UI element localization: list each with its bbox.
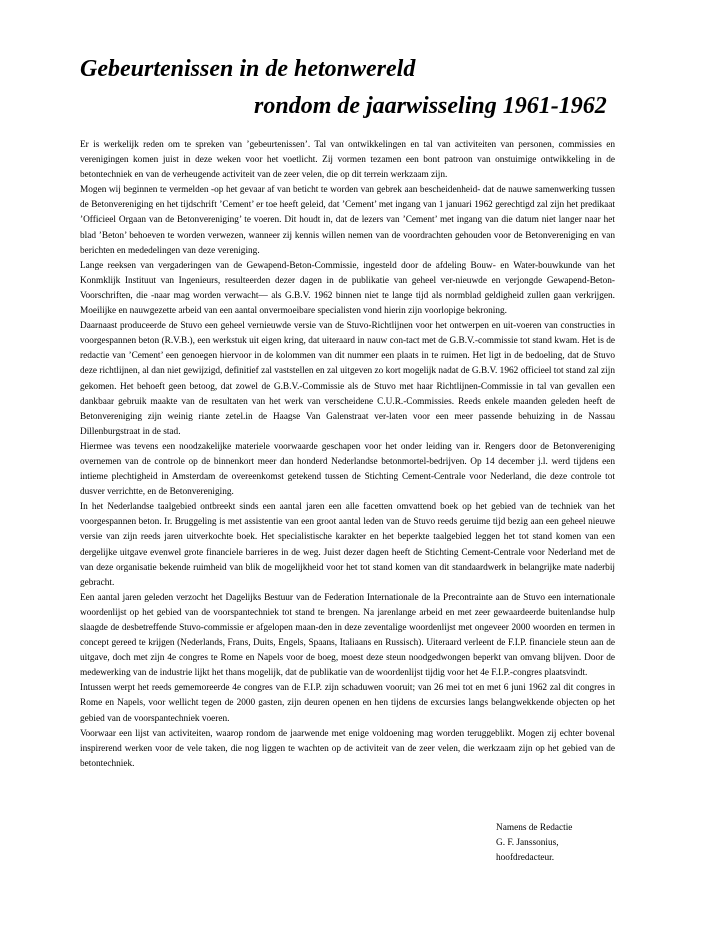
- paragraph-stuvo-guidelines: Daarnaast produceerde de Stuvo een geheel vernieuwde versie van de Stuvo-Richtlijnen voor het ontwerpen en uit-voeren van constructies in voorgespannen beton (R.V.B.), een werkstuk uit eigen kring, dat uiteraard in nauw con-tact met de G.B.V.-commissie tot stand kwam. Het is de redactie van ’Cement’ een genoegen hiervoor in de kolommen van dit nummer een plaats in te ruimen. Het ligt in de bedoeling, dat de Stuvo deze richtlijnen, al dan niet gewijzigd, definitief zal vaststellen en zal uitgeven zo kort mogelijk nadat de G.B.V. 1962 officieel tot stand zal zijn gekomen. Het behoeft geen betoog, dat zowel de G.B.V.-Commissie als de Stuvo met haar Richtlijnen-Commissie in tal van gevallen een dankbaar gebruik maakte van de resultaten van het werk van verscheidene C.U.R.-Commissies. Reeds enkele maanden geleden heeft de Betonvereniging zijn weinig riante zetel.in de Haagse Van Galenstraat ver-laten voor een meer passende behuizing in de Nassau Dillenburgstraat in de stad.: [80, 321, 615, 437]
- signature-line-role: hoofdredacteur.: [496, 853, 555, 864]
- paragraph-fip-vocabulary: Een aantal jaren geleden verzocht het Dagelijks Bestuur van de Federation Internationale de la Precontrainte aan de Stuvo een internationale woordenlijst op het gebied van de voorspantechniek tot stand te brengen. Na jarenlange arbeid en met zeer gewaardeerde buitenlandse hulp slaagde de desbetreffende Stuvo-commissie er afgelopen maan-den in deze zeventalige woordenlijst met ongeveer 2000 woorden en termen in concept gereed te krijgen (Nederlands, Frans, Duits, Engels, Spaans, Italiaans en Russisch). Uiteraard verleent de F.I.P. financiele steun aan de uitgave, doch met zijn 4e congres te Rome en Napels voor de boeg, moest deze steun noodgedwongen beperkt van omvang blijven. Door de medewerking van de industrie lijkt het thans mogelijk, dat de publikatie van de woordenlijst tijdig voor het 4e F.I.P.-congres plaatsvindt.: [80, 592, 615, 679]
- paragraph-fip-congress: Intussen werpt het reeds gememoreerde 4e congres van de F.I.P. zijn schaduwen vooruit; van 26 mei tot en met 6 juni 1962 zal dit congres in Rome en Napels, voor wellicht tegen de 2000 gasten, zijn deuren openen en hen tijdens de excursies langs belangwekkende objecten op het gebied van de voorspantechniek voeren.: [80, 683, 615, 724]
- paragraph-prestressed-book: In het Nederlandse taalgebied ontbreekt sinds een aantal jaren een alle facetten omvattend boek op het gebied van de techniek van het voorgespannen beton. Ir. Bruggeling is met assistentie van een groot aantal leden van de Stuvo reeds geruime tijd bezig aan een geheel nieuwe versie van zijn reeds jaren uitverkochte boek. Het specialistische karakter en het beperkte taalgebied leggen het tot stand komen van een dergelijke uitgave evenwel grote financiele barrieres in de weg. Juist dezer dagen heeft de Stichting Cement-Centrale voor Nederland met de van deze organisatie bekende ruimheid van blik de mogelijkheid voor het tot stand komen van dit standaardwerk in belangrijke mate naderbij gebracht.: [80, 502, 615, 588]
- article-title-line-2: rondom de jaarwisseling 1961-1962: [254, 93, 607, 119]
- paragraph-cement-organ: Mogen wij beginnen te vermelden -op het gevaar af van beticht te worden van gebrek aan bescheidenheid- dat de nauwe samenwerking tussen de Betonvereniging en het tijdschrift ’Cement’ er toe heeft geleid, dat ’Cement’ met ingang van 1 januari 1962 gerechtigd zal zijn het predikaat ’Officieel Orgaan van de Betonvereniging’ te voeren. Dit houdt in, dat de lezers van ’Cement’ met ingang van die datum niet langer naar het blad ’Beton’ behoeven te worden verwezen, wanneer zij kennis willen nemen van de voordrachten gehouden voor de Betonvereniging en van berichten en mededelingen van deze vereniging.: [80, 185, 615, 256]
- signature-line-name: G. F. Janssonius,: [496, 838, 559, 849]
- paragraph-gbv-regulations: Lange reeksen van vergaderingen van de Gewapend-Beton-Commissie, ingesteld door de afdeling Bouw- en Water-bouwkunde van het Konmklijk Instituut van Ingenieurs, resulteerden dezer dagen in de publikatie van geheel ver-nieuwde en verjongde Gewapend-Beton-Voorschriften, die -naar mag worden verwacht— als G.B.V. 1962 binnen niet te lange tijd als normblad geldigheid zullen gaan verkrijgen. Moeilijke en nauwgezette arbeid van een aantal onvermoeibare specialisten vond hierin zijn voorlopige bekroning.: [80, 260, 615, 317]
- signature-block: [496, 821, 572, 866]
- article-body: [80, 138, 615, 772]
- paragraph-intro: Er is werkelijk reden om te spreken van ’gebeurtenissen’. Tal van ontwikkelingen en tal van activiteiten van personen, commissies en verenigingen komen juist in deze weken voor het voetlicht. Zij vormen tezamen een bont patroon van onstuimige ontwikkeling in de betontechniek en van de verheugende activiteit van de zeer velen, die op dit terrein werkzaam zijn.: [80, 140, 615, 181]
- signature-line-on-behalf: Namens de Redactie: [496, 823, 573, 833]
- article-title-line-1: Gebeurtenissen in de hetonwereld: [80, 56, 416, 82]
- paragraph-mortar-control: Hiermee was tevens een noodzakelijke materiele voorwaarde geschapen voor het onder leiding van ir. Rengers door de Betonvereniging overnemen van de controle op de binnenkort meer dan honderd Nederlandse betonmortel-bedrijven. Op 14 december j.l. werd tijdens een intieme plechtigheid in Amsterdam de overeenkomst getekend tussen de Stichting Cement-Centrale voor Nederland, die deze controle tot dusver verrichtte, en de Betonvereniging.: [80, 441, 615, 498]
- paragraph-closing: Voorwaar een lijst van activiteiten, waarop rondom de jaarwende met enige voldoening mag worden teruggeblikt. Mogen zij echter bovenal inspirerend werken voor de vele taken, die nog liggen te wachten op de activiteit van de zeer velen, die werkzaam zijn op het gebied van de betontechniek.: [80, 728, 615, 769]
